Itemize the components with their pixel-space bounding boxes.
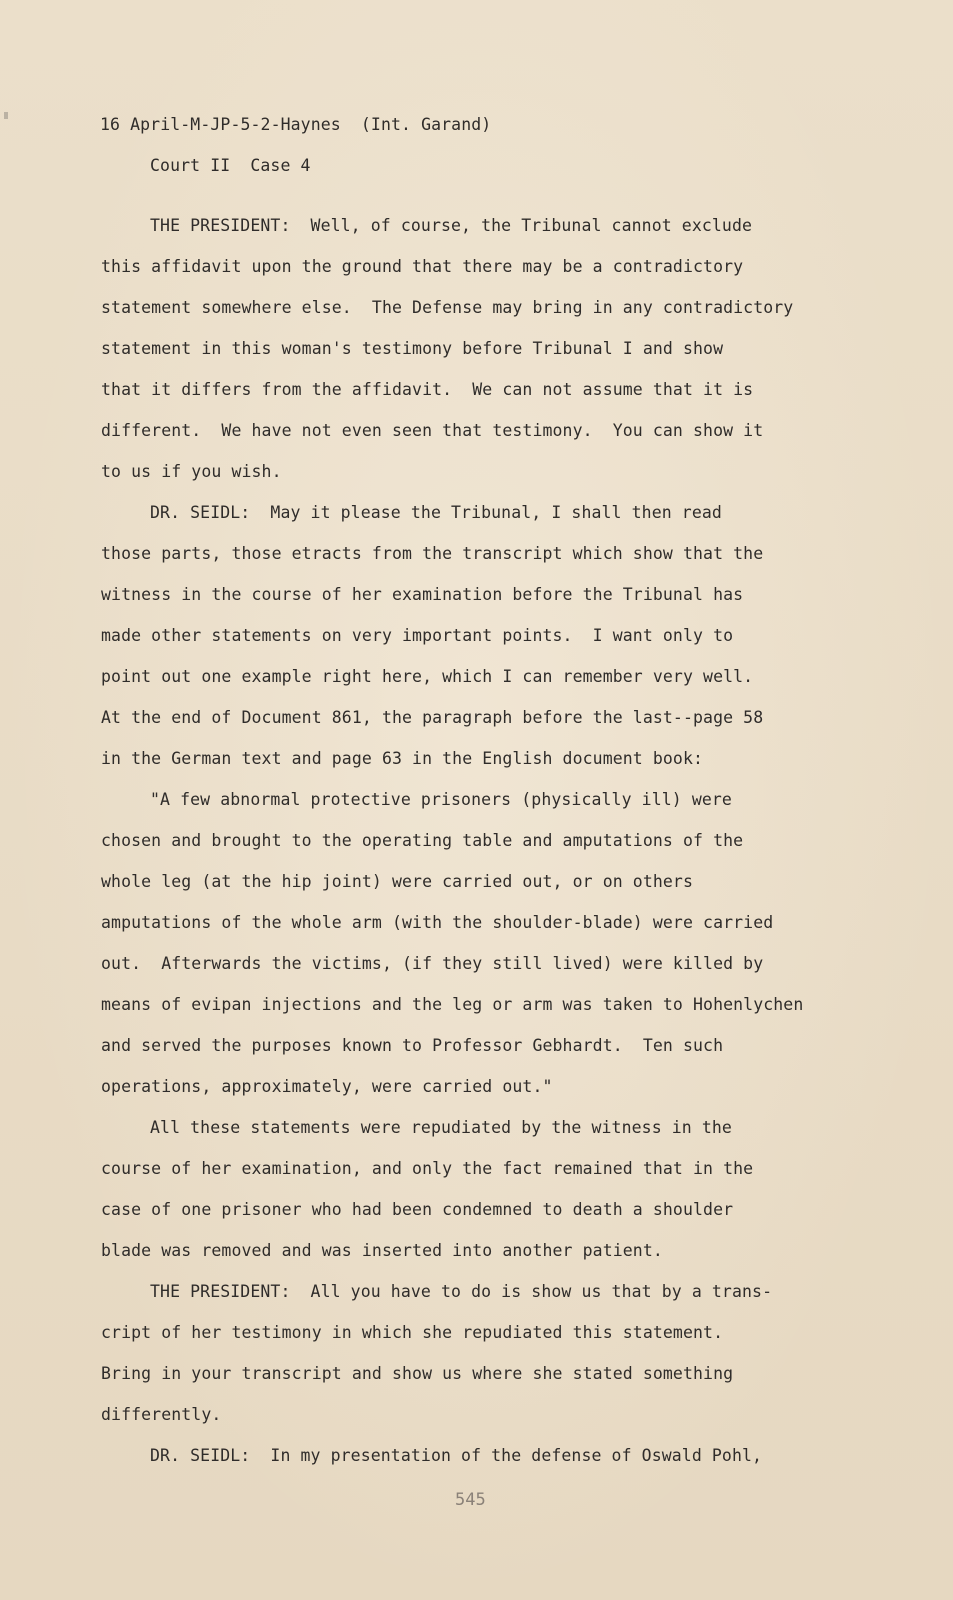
quoted-text-line: out. Afterwards the victims, (if they still lived) were killed by: [101, 954, 764, 973]
text-line: this affidavit upon the ground that there may be a contradictory: [101, 257, 744, 276]
text-line: DR. SEIDL: May it please the Tribunal, I shall then read: [150, 503, 722, 522]
text-line: At the end of Document 861, the paragraph before the last--page 58: [101, 708, 764, 727]
quoted-text-line: operations, approximately, were carried out.": [101, 1077, 553, 1096]
quoted-text-line: means of evipan injections and the leg or arm was taken to Hohenlychen: [101, 995, 804, 1014]
text-line: All these statements were repudiated by the witness in the: [150, 1118, 732, 1137]
quoted-text-line: and served the purposes known to Professor Gebhardt. Ten such: [101, 1036, 724, 1055]
text-line: made other statements on very important points. I want only to: [101, 626, 734, 645]
quoted-text-line: chosen and brought to the operating table and amputations of the: [101, 831, 744, 850]
text-line: different. We have not even seen that testimony. You can show it: [101, 421, 764, 440]
quoted-text-line: "A few abnormal protective prisoners (physically ill) were: [150, 790, 732, 809]
page-number: 545: [455, 1490, 486, 1510]
edge-mark: [4, 112, 8, 119]
text-line: THE PRESIDENT: Well, of course, the Tribunal cannot exclude: [150, 216, 753, 235]
text-line: statement somewhere else. The Defense may bring in any contradictory: [101, 298, 794, 317]
quoted-text-line: whole leg (at the hip joint) were carried out, or on others: [101, 872, 693, 891]
court-case-label: Court II Case 4: [150, 156, 311, 175]
text-line: Bring in your transcript and show us where she stated something: [101, 1364, 734, 1383]
text-line: cript of her testimony in which she repudiated this statement.: [101, 1323, 724, 1342]
text-line: blade was removed and was inserted into another patient.: [101, 1241, 663, 1260]
document-reference: 16 April-M-JP-5-2-Haynes (Int. Garand): [100, 115, 492, 134]
text-line: point out one example right here, which I can remember very well.: [101, 667, 754, 686]
text-line: witness in the course of her examination before the Tribunal has: [101, 585, 744, 604]
text-line: statement in this woman's testimony before Tribunal I and show: [101, 339, 724, 358]
text-line: THE PRESIDENT: All you have to do is show us that by a trans-: [150, 1282, 773, 1301]
text-line: in the German text and page 63 in the English document book:: [101, 749, 704, 768]
text-line: course of her examination, and only the fact remained that in the: [101, 1159, 754, 1178]
quoted-text-line: amputations of the whole arm (with the shoulder-blade) were carried: [101, 913, 774, 932]
text-line: those parts, those etracts from the transcript which show that the: [101, 544, 764, 563]
text-line: that it differs from the affidavit. We can not assume that it is: [101, 380, 754, 399]
text-line: DR. SEIDL: In my presentation of the defense of Oswald Pohl,: [150, 1446, 763, 1465]
text-line: to us if you wish.: [101, 462, 282, 481]
text-line: differently.: [101, 1405, 222, 1424]
text-line: case of one prisoner who had been condemned to death a shoulder: [101, 1200, 734, 1219]
